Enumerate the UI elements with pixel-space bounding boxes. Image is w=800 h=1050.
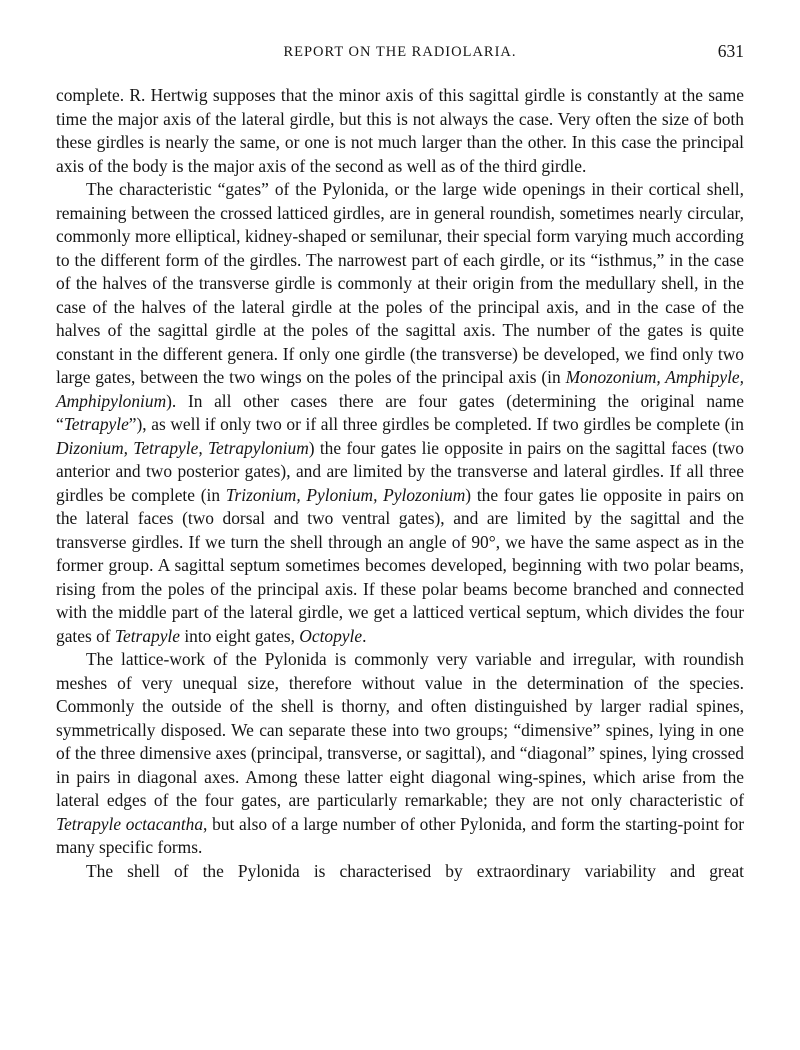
text-run: .	[362, 625, 367, 646]
text-run: The shell of the Pylonida is characterised by extraordinary variability and great	[86, 860, 744, 881]
italic-text-run: Tetrapyle	[114, 625, 180, 646]
italic-text-run: Dizonium, Tetrapyle, Tetrapylonium	[56, 437, 309, 458]
text-run: The lattice-work of the Pylonida is commonly very variable and irregular, with roundish meshes of very unequal size, therefore without value in the determination of the species. Commonly the outside of the shell is thorny, and often distinguished by larger radial spines, symmetrically disposed. We can separate these into two groups; “dimensive” spines, lying in one of the three dimensive axes (principal, transverse, or sagittal), and “diagonal” spines, lying crossed in pairs in diagonal axes. Among these latter eight diagonal wing-spines, which arise from the lateral edges of the four gates, are particularly remarkable; they are not only characteristic of	[56, 649, 744, 810]
text-run: ) the four gates lie opposite in pairs on the sagittal faces (two anterior and two posterior gates), and are limited by the transverse and lateral girdles. If all three girdles be complete (in	[56, 437, 745, 505]
paragraph	[56, 178, 744, 648]
text-run: The characteristic “gates” of the Pylonida, or the large wide openings in their cortical shell, remaining between the crossed latticed girdles, are in general roundish, sometimes nearly circular, commonly more elliptical, kidney-shaped or semilunar, their special form varying much according to the different form of the girdles. The narrowest part of each girdle, or its “isthmus,” in the case of the halves of the transverse girdle is commonly at their origin from the medullary shell, in the case of the halves of the lateral girdle at the poles of the principal axis, and in the case of the halves of the sagittal girdle at the poles of the sagittal axis. The number of the gates is quite constant in the different genera. If only one girdle (the transverse) be developed, we find only two large gates, between the two wings on the poles of the principal axis (in	[56, 179, 744, 387]
text-run: complete. R. Hertwig supposes that the minor axis of this sagittal girdle is constantly at the same time the major axis of the lateral girdle, but this is not always the case. Very often the size of both these girdles is nearly the same, or one is not much larger than the other. In this case the principal axis of the body is the major axis of the second as well as of the third girdle.	[56, 85, 744, 176]
text-run: into eight gates,	[179, 625, 300, 646]
text-run: ). In all other cases there are four gates (determining the original name “	[56, 390, 744, 434]
running-header	[56, 41, 744, 70]
running-title: REPORT ON THE RADIOLARIA.	[283, 44, 517, 60]
italic-text-run: Tetrapyle	[63, 414, 129, 434]
italic-text-run: Monozonium, Amphipyle, Amphipylonium	[56, 367, 744, 411]
text-run: ) the four gates lie opposite in pairs on the lateral faces (two dorsal and two ventral gates), and are limited by the sagittal and the transverse girdles. If we turn the shell through an angle of 90°, we have the same aspect as in the former group. A sagittal septum sometimes becomes developed, beginning with two polar beams, rising from the poles of the principal axis. If these polar beams become branched and connected with the middle part of the lateral girdle, we get a latticed vertical septum, which divides the four gates of	[56, 484, 744, 646]
paragraph	[56, 648, 744, 860]
italic-text-run: Tetrapyle octacantha	[56, 813, 204, 834]
text-run: ”), as well if only two or if all three girdles be completed. If two girdles be complete (in	[128, 414, 744, 434]
paragraph	[56, 860, 744, 884]
body-text	[56, 84, 744, 883]
italic-text-run: Octopyle	[299, 625, 363, 646]
text-run: , but also of a large number of other Pylonida, and form the starting-point for many specific forms.	[56, 813, 744, 857]
italic-text-run: Trizonium, Pylonium, Pylozonium	[225, 484, 466, 505]
paragraph	[56, 84, 744, 178]
page-number: 631	[717, 41, 744, 61]
